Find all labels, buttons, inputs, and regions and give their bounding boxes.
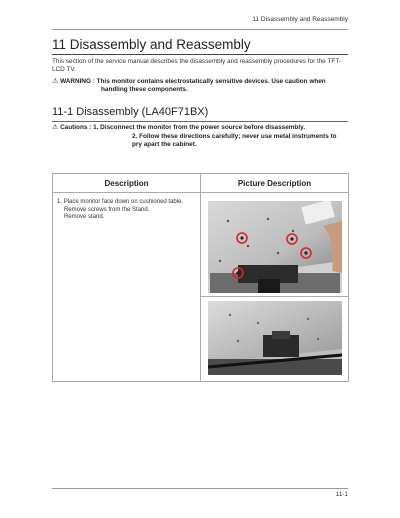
description-header: Description [53,174,201,193]
step-line-1: Place monitor face down on cushioned table. [63,199,184,205]
warning-continuation: handling these components. [101,86,188,93]
picture-cell-2 [201,297,349,382]
stand-screws-photo [208,201,342,293]
chapter-title: 11 Disassembly and Reassembly [52,37,348,55]
step-number: 1. [57,199,63,205]
warning-note [52,78,348,86]
page-number: 11-1 [335,491,348,498]
picture-cell-1 [201,193,349,297]
intro-paragraph: This section of the service manual describes the disassembly and reassembly procedures for the TFT-LCD TV. [52,58,342,74]
stand-removed-photo [208,301,342,375]
table-header-row [53,174,349,193]
warning-triangle-icon: ⚠ [52,78,59,85]
step-1 [53,193,200,222]
caution-line-1: Cautions : 1. Disconnect the monitor from the power source before disassembly. [60,124,305,131]
procedure-table [52,173,349,382]
footer-rule [52,488,348,489]
table-row [53,193,349,297]
section-title: 11-1 Disassembly (LA40F71BX) [52,106,348,122]
step-description-cell [53,193,201,382]
picture-header: Picture Description [201,174,349,193]
running-header: 11 Disassembly and Reassembly [252,16,348,23]
step-line-3: Remove stand. [64,214,105,221]
caution-line-2: 2. Follow these directions carefully; never use metal instruments to pry apart the cabinet. [132,133,337,149]
caution-note [52,124,348,132]
caution-triangle-icon: ⚠ [52,124,59,131]
step-line-2: Remove screws from the Stand. [64,206,150,213]
warning-text: WARNING : This monitor contains electrostatically sensitive devices. Use caution when [60,78,326,85]
header-rule [52,29,348,30]
